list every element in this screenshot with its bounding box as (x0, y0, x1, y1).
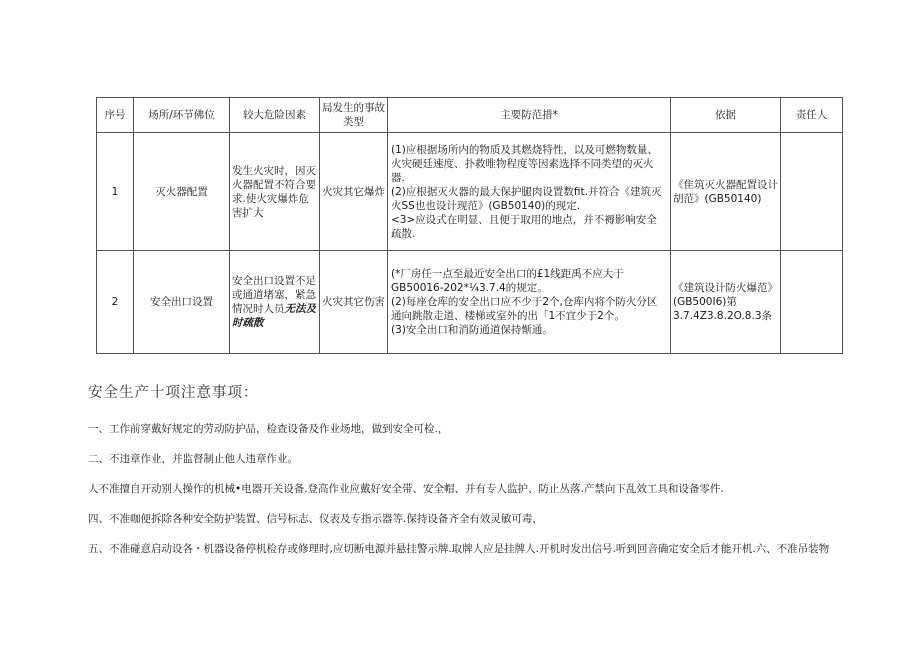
note-line: 一、工作前穿戴好规定的劳动防护品，检查设备及作业场地，做到安全可检.， (88, 423, 449, 435)
risk-table (96, 97, 843, 354)
measure-item: <3>应设式在明显、且便于取用的地点，并不褥影响安全疏散. (391, 213, 657, 240)
header-basis: 依据 (671, 98, 781, 133)
table-row (97, 251, 843, 354)
header-place: 场所/环节佛位 (134, 98, 230, 133)
notes-title: 安全生产十项注意事项： (88, 385, 259, 401)
cell-no: 1 (97, 133, 134, 251)
note-line: 人不准擅自开动别人操作的机械•电器开关设备.登高作业应戴好安全带、安全帽、并有专人监护、防止丛落.产禁向下乱效工具和设备零件. (88, 483, 724, 495)
note-line: 二、不违章作业，并监督制止他人违章作业。 (88, 453, 298, 465)
measure-item: (1)应根据场所内的物质及其燃烧特性，以及可燃物数量、火灾硬廷速度、扑救唯物程度等因素选择不同类望的灭火器. (391, 143, 658, 184)
measure-item: (2)应根据灭火器的最大保护腿肉设置数fit.并符合《建筑灭火SS也也设计现范》(GB50140)的现定. (391, 185, 662, 212)
cell-hazard (230, 251, 320, 354)
cell-owner (781, 251, 843, 354)
header-accident-type: 局发生的事故类型 (320, 98, 388, 133)
cell-basis: 《隹筑灭火器配置设计胡范》(GB50140) (671, 133, 781, 251)
note-line: 四、不准咖便拆除各种安全防护装置、信号标志、仪表及专指示器等.保持设备齐全有效灵敏可毒， (88, 513, 543, 525)
table-header-row (97, 98, 843, 133)
note-line: 五、不准碰意启动设各・机器设备停机检存或修理时,应切断电源并悬挂警示牌.取牌人应是挂牌人.开机时发出信号.听到回音确定安全后才能开机.六、不准吊装物 (88, 543, 830, 555)
header-hazard: 较大危险因素 (230, 98, 320, 133)
cell-accident-type: 火灾其它伤害 (320, 251, 388, 354)
header-measures: 主要防范措* (388, 98, 671, 133)
cell-owner (781, 133, 843, 251)
cell-measures (388, 133, 671, 251)
table-row (97, 133, 843, 251)
cell-basis: 《建筑设计防火爆范》(GB500I6)第3.7.4Z3.8.2O.8.3条 (671, 251, 781, 354)
cell-hazard: 发生火灾时，因灭火器配置不符合要求.使火灾爆炸危害扩大 (230, 133, 320, 251)
cell-place: 灭火器配置 (134, 133, 230, 251)
cell-place: 安全出口设置 (134, 251, 230, 354)
hazard-text: 安全出口设置不足或通道堵塞，紧急情况时人员 (232, 275, 316, 315)
measure-item: (2)每座仓库的安全出口应不少于2个,仓库内将个防火分区通向跳散走道、楼梯或室外的出「1不宜少于2个。 (391, 296, 658, 322)
header-no: 序号 (97, 98, 134, 133)
measure-item: (*厂房任一点至最近安全出口的£1线距禹不应大于GB50016-202*¼3.7.4的规定。 (391, 268, 624, 294)
measure-item: (3)安全出口和消防通道保持惭通。 (391, 324, 553, 336)
cell-accident-type: 火灾其它爆炸 (320, 133, 388, 251)
header-owner: 责任人 (781, 98, 843, 133)
cell-no: 2 (97, 251, 134, 354)
cell-measures (388, 251, 671, 354)
hazard-emphasis: 无法及时疏散 (232, 303, 316, 329)
